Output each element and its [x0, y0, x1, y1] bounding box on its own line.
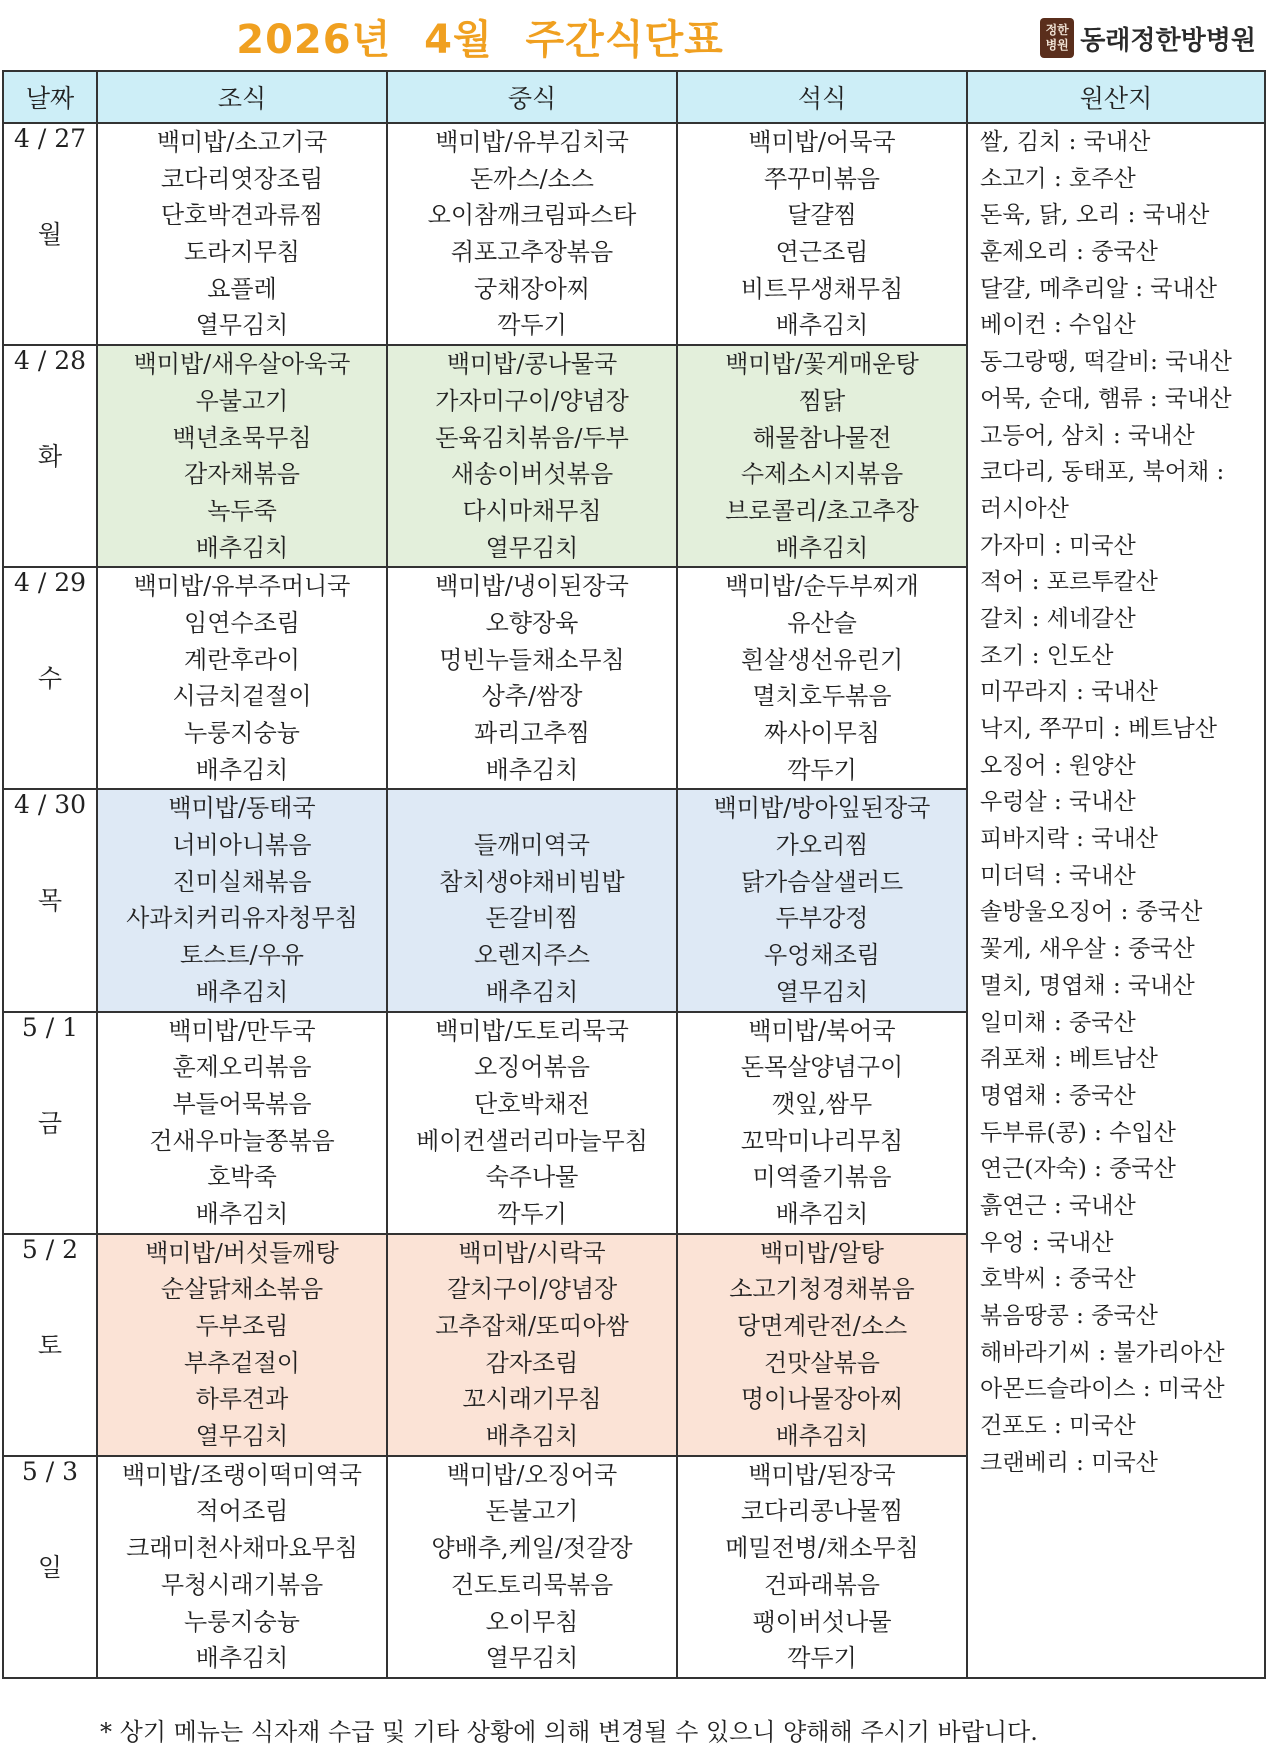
menu-item: 유산슬 — [787, 608, 857, 637]
menu-item: 백미밥/동태국 — [168, 794, 316, 823]
menu-item: 비트무생채무침 — [740, 274, 904, 303]
logo-mark-bottom: 병원 — [1045, 38, 1069, 52]
origin-item: 고등어, 삼치 : 국내산 — [980, 422, 1195, 449]
origin-item: 볶음땅콩 : 중국산 — [980, 1303, 1158, 1329]
menu-item: 계란후라이 — [184, 645, 300, 674]
menu-item: 들깨미역국 — [474, 831, 590, 860]
menu-item: 미역줄기볶음 — [752, 1163, 892, 1192]
menu-item: 우엉채조림 — [764, 941, 880, 970]
menu-item: 돈갈비찜 — [485, 904, 579, 933]
menu-item: 단호박채전 — [474, 1089, 590, 1118]
menu-item: 열무김치 — [775, 977, 869, 1006]
menu-item: 누룽지숭늉 — [184, 1607, 300, 1636]
menu-item: 깍두기 — [497, 311, 567, 340]
date-label: 4 / 29 — [13, 568, 87, 598]
menu-item: 깍두기 — [497, 1199, 567, 1228]
menu-item: 부추겉절이 — [184, 1348, 300, 1377]
menu-item: 쥐포고추장볶음 — [450, 238, 614, 267]
menu-item: 우불고기 — [195, 386, 289, 415]
menu-item: 순살닭채소볶음 — [160, 1275, 324, 1304]
menu-item: 깻잎,쌈무 — [771, 1089, 873, 1118]
weekday-label: 일 — [37, 1552, 63, 1582]
logo-mark-top: 정한 — [1045, 23, 1069, 37]
menu-item: 배추김치 — [775, 533, 869, 562]
menu-item: 훈제오리볶음 — [172, 1053, 312, 1082]
origin-item: 멸치, 명엽채 : 국내산 — [980, 972, 1195, 999]
date-label: 5 / 2 — [21, 1234, 79, 1264]
date-cell — [3, 1456, 97, 1678]
weekday-label: 목 — [37, 886, 63, 916]
origin-item: 크랜베리 : 미국산 — [980, 1449, 1158, 1476]
menu-item: 건맛살볶음 — [764, 1348, 880, 1377]
menu-item: 배추김치 — [485, 1422, 579, 1451]
date-label: 5 / 3 — [21, 1456, 79, 1486]
menu-item: 백미밥/조랭이떡미역국 — [122, 1460, 362, 1489]
origin-item: 어묵, 순대, 햄류 : 국내산 — [980, 385, 1232, 412]
date-cell — [3, 123, 97, 345]
menu-item: 백미밥/새우살아욱국 — [133, 350, 351, 379]
weekday-label: 월 — [37, 220, 63, 249]
origin-item: 연근(자숙) : 중국산 — [980, 1156, 1176, 1183]
menu-item: 가오리찜 — [775, 831, 869, 860]
header-lunch: 중식 — [387, 71, 677, 123]
menu-item: 건파래볶음 — [764, 1570, 880, 1599]
origin-item: 갈치 : 세네갈산 — [980, 605, 1136, 632]
menu-item: 고추잡채/또띠아쌈 — [435, 1312, 629, 1340]
menu-item: 열무김치 — [195, 311, 289, 340]
origin-item: 두부류(콩) : 수입산 — [980, 1119, 1176, 1146]
hospital-logo-icon — [1040, 18, 1074, 58]
date-cell — [3, 567, 97, 789]
origin-item: 건포도 : 미국산 — [980, 1413, 1136, 1440]
menu-item: 짜사이무침 — [764, 719, 880, 747]
menu-item: 열무김치 — [485, 1644, 579, 1673]
menu-item: 배추김치 — [195, 1199, 289, 1228]
menu-item: 배추김치 — [195, 977, 289, 1006]
breakfast-cell — [97, 1234, 387, 1456]
menu-item: 멸치호두볶음 — [752, 682, 892, 711]
date-cell — [3, 1012, 97, 1234]
menu-item: 하루견과 — [195, 1385, 289, 1414]
menu-item: 다시마채무침 — [462, 496, 602, 525]
menu-item: 배추김치 — [195, 533, 289, 562]
menu-item: 요플레 — [207, 274, 277, 303]
menu-item: 백미밥/순두부찌개 — [725, 572, 919, 601]
menu-item: 건새우마늘쫑볶음 — [149, 1126, 335, 1155]
lunch-cell — [387, 789, 677, 1011]
menu-item: 감자채볶음 — [184, 460, 300, 489]
menu-item: 백미밥/오징어국 — [446, 1460, 618, 1489]
date-cell — [3, 1234, 97, 1456]
menu-item: 멍빈누들채소무침 — [439, 645, 625, 674]
weekly-menu-table — [2, 70, 1266, 1679]
menu-item: 백미밥/콩나물국 — [446, 350, 618, 379]
origin-item: 우엉 : 국내산 — [980, 1229, 1114, 1256]
menu-item: 백미밥/방아잎된장국 — [713, 794, 931, 823]
origin-item: 해바라기씨 : 불가리아산 — [980, 1339, 1225, 1366]
menu-item: 도라지무침 — [184, 238, 300, 267]
origin-item: 미꾸라지 : 국내산 — [980, 679, 1158, 706]
origin-item: 조기 : 인도산 — [980, 642, 1114, 669]
origin-item: 낙지, 쭈꾸미 : 베트남산 — [980, 716, 1217, 742]
origin-item: 오징어 : 원양산 — [980, 752, 1136, 779]
menu-item: 오렌지주스 — [474, 941, 590, 970]
menu-item: 백미밥/만두국 — [168, 1016, 316, 1045]
header-row — [3, 71, 1265, 123]
origin-item: 미더덕 : 국내산 — [980, 862, 1136, 889]
menu-item: 갈치구이/양념장 — [446, 1275, 618, 1304]
menu-item: 해물참나물전 — [752, 423, 892, 452]
menu-item: 찜닭 — [798, 386, 846, 415]
menu-item: 명이나물장아찌 — [740, 1385, 904, 1414]
menu-item: 건도토리묵볶음 — [450, 1570, 614, 1599]
lunch-cell — [387, 1234, 677, 1456]
menu-item: 양배추,케일/젓갈장 — [431, 1534, 633, 1563]
weekday-label: 금 — [37, 1108, 63, 1138]
menu-item: 임연수조림 — [184, 608, 300, 637]
breakfast-cell — [97, 345, 387, 567]
origin-item: 쌀, 김치 : 국내산 — [980, 129, 1151, 155]
menu-item: 가자미구이/양념장 — [435, 386, 629, 415]
menu-item: 열무김치 — [485, 533, 579, 562]
dinner-cell — [677, 567, 967, 789]
menu-item: 부들어묵볶음 — [172, 1089, 312, 1118]
menu-item: 백미밥/꽃게매운탕 — [725, 350, 919, 379]
dinner-cell — [677, 345, 967, 567]
menu-item: 배추김치 — [485, 977, 579, 1006]
menu-item: 백미밥/소고기국 — [156, 128, 328, 156]
menu-item: 호박죽 — [207, 1163, 277, 1192]
origin-item: 흙연근 : 국내산 — [980, 1192, 1136, 1219]
menu-item: 달걀찜 — [787, 201, 857, 230]
menu-item: 배추김치 — [195, 1644, 289, 1673]
dinner-cell — [677, 789, 967, 1011]
menu-item: 백미밥/유부김치국 — [435, 128, 629, 156]
menu-item: 백년초묵무침 — [172, 423, 312, 452]
menu-item: 두부조림 — [195, 1312, 289, 1340]
menu-item: 돈불고기 — [485, 1497, 579, 1526]
menu-item: 백미밥/도토리묵국 — [435, 1016, 629, 1045]
menu-item: 오징어볶음 — [474, 1053, 590, 1082]
header-date: 날짜 — [3, 71, 97, 123]
menu-item: 열무김치 — [195, 1422, 289, 1451]
menu-item: 베이컨샐러리마늘무침 — [416, 1126, 648, 1155]
menu-item: 깍두기 — [787, 755, 857, 784]
menu-item: 오이참깨크림파스타 — [427, 201, 637, 230]
origin-item: 돈육, 닭, 오리 : 국내산 — [980, 202, 1210, 229]
origin-item: 가자미 : 미국산 — [980, 532, 1136, 559]
origin-item: 꽃게, 새우살 : 중국산 — [980, 936, 1195, 963]
dinner-cell — [677, 123, 967, 345]
origin-item: 쥐포채 : 베트남산 — [980, 1046, 1158, 1073]
weekday-label: 토 — [37, 1330, 63, 1360]
menu-item: 참치생야채비빔밥 — [439, 867, 625, 896]
origin-item: 코다리, 동태포, 북어채 : — [980, 459, 1225, 486]
menu-item: 백미밥/시락국 — [458, 1238, 606, 1267]
menu-item: 적어조림 — [195, 1497, 289, 1526]
menu-item: 수제소시지볶음 — [740, 460, 904, 489]
weekday-label: 수 — [37, 664, 63, 694]
origin-item: 일미채 : 중국산 — [980, 1009, 1136, 1036]
menu-item: 누룽지숭늉 — [184, 719, 300, 747]
menu-item: 당면계란전/소스 — [736, 1312, 908, 1340]
lunch-cell — [387, 345, 677, 567]
menu-item — [388, 790, 676, 827]
date-label: 4 / 30 — [13, 790, 87, 820]
weekday-label: 화 — [37, 442, 63, 472]
menu-item: 배추김치 — [775, 1199, 869, 1228]
menu-item: 상추/쌈장 — [481, 682, 583, 711]
menu-item: 돈목살양념구이 — [740, 1053, 904, 1082]
menu-item: 돈육김치볶음/두부 — [435, 423, 629, 452]
day-row — [3, 123, 1265, 345]
menu-item: 백미밥/어묵국 — [748, 128, 896, 156]
menu-item: 메밀전병/채소무침 — [725, 1534, 919, 1563]
menu-item: 코다리콩나물찜 — [740, 1497, 904, 1526]
breakfast-cell — [97, 789, 387, 1011]
footnote: * 상기 메뉴는 식자재 수급 및 기타 상황에 의해 변경될 수 있으니 양해해 주시기 바랍니다. — [100, 1718, 1038, 1746]
dinner-cell — [677, 1456, 967, 1678]
menu-item: 돈까스/소스 — [469, 164, 594, 193]
dinner-cell — [677, 1012, 967, 1234]
menu-item: 녹두죽 — [207, 496, 277, 525]
header-origin: 원산지 — [967, 71, 1265, 123]
origin-cell — [967, 123, 1265, 1678]
menu-item: 배추김치 — [485, 755, 579, 784]
menu-item: 연근조림 — [775, 238, 869, 267]
origin-item: 명엽채 : 중국산 — [980, 1082, 1136, 1109]
dinner-cell — [677, 1234, 967, 1456]
menu-item: 꼬시래기무침 — [462, 1385, 602, 1414]
menu-item: 사과치커리유자청무침 — [126, 904, 358, 933]
header-dinner: 석식 — [677, 71, 967, 123]
date-label: 4 / 28 — [13, 346, 87, 376]
lunch-cell — [387, 1456, 677, 1678]
menu-item: 백미밥/버섯들깨탕 — [145, 1238, 339, 1267]
date-cell — [3, 345, 97, 567]
origin-item: 동그랑땡, 떡갈비: 국내산 — [980, 349, 1232, 376]
origin-item: 훈제오리 : 중국산 — [980, 239, 1158, 266]
origin-item: 러시아산 — [980, 495, 1069, 522]
menu-item: 백미밥/유부주머니국 — [133, 572, 351, 601]
menu-item: 두부강정 — [775, 904, 869, 933]
menu-item: 흰살생선유린기 — [740, 645, 904, 674]
lunch-cell — [387, 123, 677, 345]
hospital-logo — [1040, 16, 1256, 60]
origin-item: 호박씨 : 중국산 — [980, 1266, 1136, 1293]
header-breakfast: 조식 — [97, 71, 387, 123]
menu-item: 감자조림 — [485, 1348, 579, 1377]
menu-item: 코다리엿장조림 — [160, 164, 324, 193]
origin-item: 아몬드슬라이스 : 미국산 — [980, 1376, 1225, 1403]
page-title: 2026년 4월 주간식단표 — [236, 17, 724, 63]
menu-item: 오이무침 — [485, 1607, 579, 1636]
menu-item: 토스트/우유 — [179, 941, 304, 970]
menu-item: 브로콜리/초고추장 — [725, 496, 919, 525]
menu-item: 무청시래기볶음 — [160, 1570, 324, 1599]
origin-item: 우렁살 : 국내산 — [980, 789, 1136, 816]
menu-item: 오향장육 — [485, 608, 579, 637]
breakfast-cell — [97, 1456, 387, 1678]
menu-item: 꽈리고추찜 — [474, 719, 590, 747]
origin-item: 베이컨 : 수입산 — [980, 312, 1136, 339]
menu-item: 팽이버섯나물 — [752, 1607, 892, 1636]
menu-item: 깍두기 — [787, 1644, 857, 1673]
menu-item: 시금치겉절이 — [172, 682, 312, 711]
menu-item: 진미실채볶음 — [172, 867, 312, 896]
menu-item: 크래미천사채마요무침 — [126, 1534, 358, 1563]
origin-item: 피바지락 : 국내산 — [980, 826, 1158, 853]
date-label: 4 / 27 — [13, 124, 87, 153]
menu-item: 배추김치 — [775, 1422, 869, 1451]
origin-item: 솔방울오징어 : 중국산 — [980, 899, 1203, 926]
origin-item: 달걀, 메추리알 : 국내산 — [980, 275, 1217, 302]
menu-item: 숙주나물 — [485, 1163, 579, 1192]
origin-item: 적어 : 포르투칼산 — [980, 569, 1158, 596]
menu-item: 너비아니볶음 — [172, 831, 312, 860]
breakfast-cell — [97, 567, 387, 789]
menu-item: 백미밥/북어국 — [748, 1016, 896, 1045]
hospital-name: 동래정한방병원 — [1080, 25, 1256, 56]
lunch-cell — [387, 567, 677, 789]
menu-item: 배추김치 — [195, 755, 289, 784]
lunch-cell — [387, 1012, 677, 1234]
menu-item: 궁채장아찌 — [474, 274, 590, 303]
breakfast-cell — [97, 1012, 387, 1234]
menu-item: 백미밥/알탕 — [759, 1238, 884, 1267]
origin-item: 소고기 : 호주산 — [980, 165, 1136, 192]
menu-item: 쭈꾸미볶음 — [764, 164, 880, 193]
menu-item: 단호박견과류찜 — [160, 201, 324, 230]
menu-item: 닭가슴살샐러드 — [740, 867, 904, 896]
menu-item: 배추김치 — [775, 311, 869, 340]
breakfast-cell — [97, 123, 387, 345]
menu-item: 소고기청경채볶음 — [729, 1275, 915, 1304]
menu-item: 백미밥/냉이된장국 — [435, 572, 629, 601]
menu-item: 새송이버섯볶음 — [450, 460, 614, 489]
date-cell — [3, 789, 97, 1011]
menu-item: 백미밥/된장국 — [748, 1460, 896, 1489]
date-label: 5 / 1 — [21, 1012, 79, 1042]
menu-item: 꼬막미나리무침 — [740, 1126, 904, 1155]
